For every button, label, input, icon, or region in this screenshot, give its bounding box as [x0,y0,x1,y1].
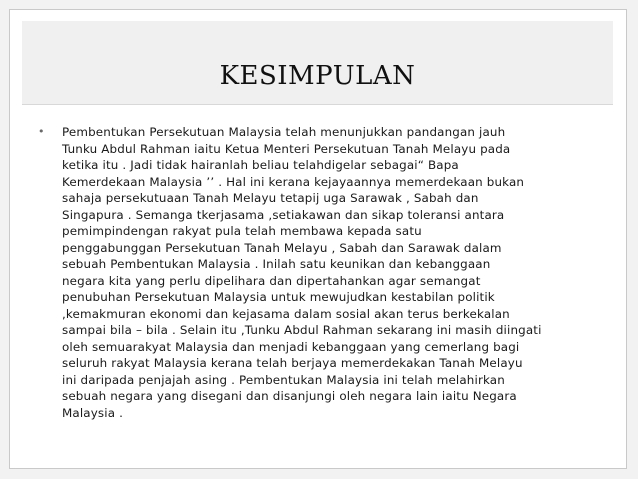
bullet-line: sebuah negara yang disegani dan disanjungi oleh negara lain iaitu Negara [62,389,517,403]
bullet-line: Tunku Abdul Rahman iaitu Ketua Menteri Persekutuan Tanah Melayu pada [62,141,511,156]
bullet-line: ,kemakmuran ekonomi dan kejasama dalam sosial akan terus berkekalan [62,306,510,321]
bullet-line: sahaja persekutuaan Tanah Melayu tetapij uga Sarawak , Sabah dan [62,191,479,205]
bullet-marker: • [38,125,45,138]
bullet-line: pemimpindengan rakyat pula telah membawa kepada satu [62,224,422,238]
bullet-line: oleh semuarakyat Malaysia dan menjadi kebanggaan yang cemerlang bagi [62,339,520,354]
bullet-line: Malaysia . [62,405,124,420]
bullet-paragraph [62,124,606,421]
bullet-line: Singapura . Semanga tkerjasama ,setiakawan dan sikap toleransi antara [62,207,505,222]
bullet-line: penggabunggan Persekutuan Tanah Melayu , Sabah dan Sarawak dalam [62,240,502,255]
bullet-line: Pembentukan Persekutuan Malaysia telah menunjukkan pandangan jauh [62,125,506,139]
bullet-line: negara kita yang perlu dipelihara dan dipertahankan agar semangat [62,273,481,288]
bullet-line: sampai bila – bila . Selain itu ,Tunku Abdul Rahman sekarang ini masih diingati [62,323,542,337]
bullet-line: ini daripada penjajah asing . Pembentukan Malaysia ini telah melahirkan [62,372,505,387]
bullet-line: penubuhan Persekutuan Malaysia untuk mewujudkan kestabilan politik [62,290,495,304]
slide-title: KESIMPULAN [219,61,416,91]
bullet-line: seluruh rakyat Malaysia kerana telah berjaya memerdekakan Tanah Melayu [62,356,523,370]
bullet-line: sebuah Pembentukan Malaysia . Inilah satu keunikan dan kebanggaan [62,257,491,271]
bullet-line: Kemerdekaan Malaysia ’’ . Hal ini kerana kejayaannya memerdekaan bukan [62,174,525,189]
bullet-line: ketika itu . Jadi tidak hairanlah beliau telahdigelar sebagai“ Bapa [62,158,459,172]
title-band [22,21,613,105]
